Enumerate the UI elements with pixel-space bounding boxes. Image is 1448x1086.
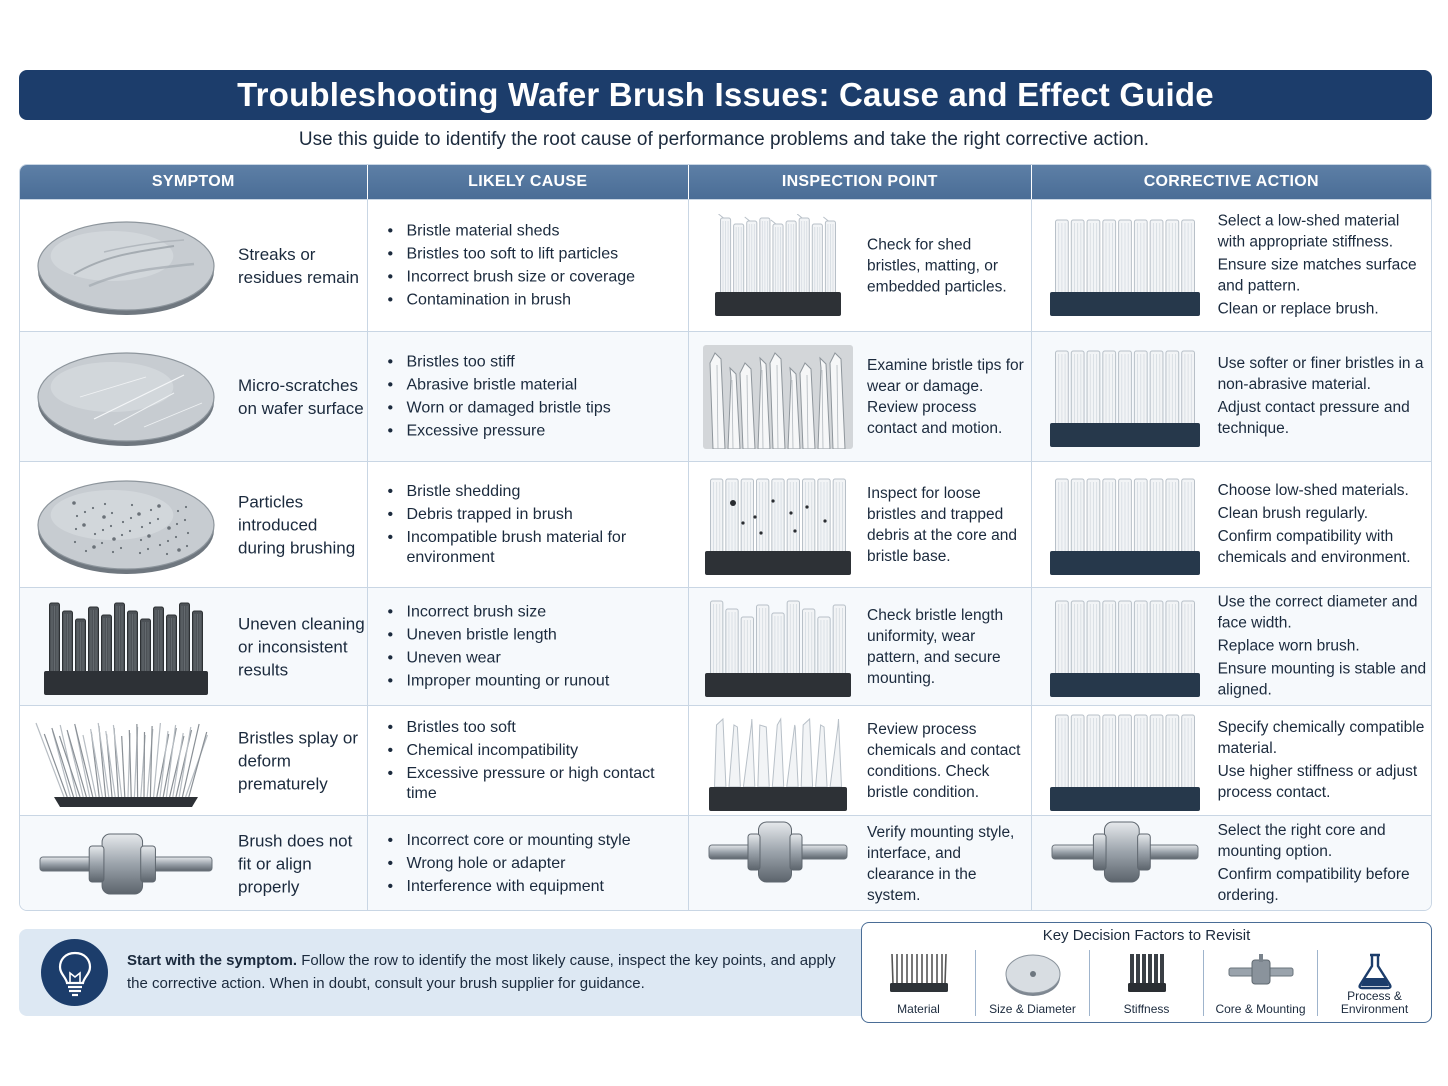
cause-item: • Excessive pressure or high contact time bbox=[388, 764, 678, 804]
action-cell bbox=[1032, 462, 1431, 587]
cause-item: • Wrong hole or adapter bbox=[388, 854, 678, 874]
cause-item: • Worn or damaged bristle tips bbox=[388, 398, 678, 418]
debris-brush-icon bbox=[703, 473, 853, 577]
column-header-inspection: INSPECTION POINT bbox=[689, 165, 1032, 199]
decision-factors-panel bbox=[861, 922, 1432, 1023]
table-header bbox=[20, 165, 1431, 199]
cause-item: • Contamination in brush bbox=[388, 290, 678, 310]
factor-label: Stiffness bbox=[1123, 1002, 1170, 1016]
cause-item: • Uneven bristle length bbox=[388, 625, 678, 645]
action-item: Use the correct diameter and face width. bbox=[1217, 593, 1418, 631]
uneven-brush-icon bbox=[34, 597, 218, 697]
symptom-text: Bristles splay or deform prematurely bbox=[238, 728, 358, 793]
cause-cell bbox=[368, 706, 690, 815]
bristle-material-icon bbox=[888, 952, 950, 994]
action-text bbox=[1218, 210, 1428, 321]
deformed-brush-icon bbox=[703, 709, 853, 813]
cause-item: • Bristles too soft bbox=[388, 718, 678, 738]
action-item: Use softer or finer bristles in a non-abrasive material. bbox=[1217, 354, 1424, 393]
inspection-cell bbox=[689, 588, 1032, 705]
core-mount-icon bbox=[703, 812, 853, 911]
page-subtitle: Use this guide to identify the root cause of performance problems and take the right corrective action. bbox=[298, 129, 1150, 150]
inspection-text: Review process chemicals and contact conditions. Check bristle condition. bbox=[867, 720, 1021, 801]
splayed-brush-icon bbox=[34, 711, 218, 811]
core-icon bbox=[1226, 952, 1296, 994]
clean-brush-icon bbox=[1046, 473, 1204, 577]
inspection-cell bbox=[689, 816, 1032, 911]
symptom-text: Uneven cleaning or inconsistent results bbox=[238, 614, 365, 679]
cause-item: • Bristles too soft to lift particles bbox=[388, 244, 678, 264]
action-cell bbox=[1032, 706, 1431, 815]
page-title: Troubleshooting Wafer Brush Issues: Cause and Effect Guide bbox=[237, 76, 1214, 113]
action-item: Choose low-shed materials. bbox=[1217, 481, 1409, 499]
factor-label: Size & Diameter bbox=[989, 1002, 1076, 1016]
action-item: Clean brush regularly. bbox=[1217, 504, 1369, 522]
tip-lead: Start with the symptom. bbox=[127, 952, 298, 969]
cause-item: • Incorrect brush size bbox=[388, 602, 678, 622]
tip-text bbox=[127, 949, 847, 995]
core-mount-icon bbox=[1046, 812, 1204, 911]
symptom-cell bbox=[20, 816, 368, 911]
lightbulb-icon bbox=[41, 939, 108, 1006]
clean-brush-icon bbox=[1046, 214, 1204, 318]
factor-core bbox=[1204, 950, 1318, 1016]
wafer-streaks-icon bbox=[34, 216, 218, 316]
action-text bbox=[1218, 353, 1428, 441]
cause-item: • Bristle material sheds bbox=[388, 221, 678, 241]
cause-item: • Incompatible brush material for environment bbox=[388, 528, 678, 568]
action-item: Confirm compatibility with chemicals and environment. bbox=[1217, 527, 1411, 566]
clean-brush-icon bbox=[1046, 709, 1204, 813]
action-cell bbox=[1032, 816, 1431, 911]
cause-item: • Interference with equipment bbox=[388, 877, 678, 897]
troubleshooting-table bbox=[19, 164, 1432, 911]
cause-list bbox=[388, 349, 678, 444]
cause-cell bbox=[368, 332, 690, 461]
table-row bbox=[20, 331, 1431, 461]
stiff-bristles-icon bbox=[1125, 952, 1169, 994]
wafer-particles-icon bbox=[34, 475, 218, 575]
cause-item: • Bristles too stiff bbox=[388, 352, 678, 372]
column-header-action: CORRECTIVE ACTION bbox=[1143, 173, 1319, 190]
action-text bbox=[1218, 717, 1428, 805]
cause-list bbox=[388, 218, 678, 313]
cause-item: • Excessive pressure bbox=[388, 421, 678, 441]
tip-callout bbox=[19, 929, 869, 1016]
cause-item: • Incorrect brush size or coverage bbox=[388, 267, 678, 287]
clean-brush-icon bbox=[1046, 595, 1204, 699]
inspection-cell bbox=[689, 462, 1032, 587]
wafer-scratches-icon bbox=[34, 347, 218, 447]
inspection-text: Check bristle length uniformity, wear pattern, and secure mounting. bbox=[867, 606, 1004, 687]
inspection-text: Examine bristle tips for wear or damage. Review process contact and motion. bbox=[867, 356, 1024, 437]
symptom-text: Particles introduced during brushing bbox=[238, 492, 356, 557]
cause-item: • Improper mounting or runout bbox=[388, 671, 678, 691]
table-row bbox=[20, 587, 1431, 705]
symptom-cell bbox=[20, 588, 368, 705]
flask-icon bbox=[1355, 952, 1395, 990]
action-item: Adjust contact pressure and technique. bbox=[1217, 398, 1410, 437]
factor-size bbox=[976, 950, 1090, 1016]
factor-label: Process & Environment bbox=[1340, 989, 1409, 1016]
symptom-cell bbox=[20, 200, 368, 331]
uneven-length-brush-icon bbox=[703, 595, 853, 699]
cause-cell bbox=[368, 462, 690, 587]
action-item: Ensure mounting is stable and aligned. bbox=[1217, 660, 1427, 698]
action-item: Select a low-shed material with appropriate stiffness. bbox=[1217, 212, 1400, 250]
factor-stiffness bbox=[1090, 950, 1204, 1016]
symptom-text: Micro-scratches on wafer surface bbox=[238, 375, 364, 418]
disc-icon bbox=[1003, 952, 1063, 998]
column-header-cause: LIKELY CAUSE bbox=[368, 165, 690, 199]
action-text bbox=[1218, 820, 1428, 908]
column-header-symptom: SYMPTOM bbox=[20, 165, 368, 199]
title-banner bbox=[19, 70, 1432, 120]
shedding-brush-icon bbox=[703, 214, 853, 318]
symptom-cell bbox=[20, 706, 368, 815]
factor-label: Core & Mounting bbox=[1215, 1002, 1306, 1016]
inspection-text: Inspect for loose bristles and trapped debris at the core and bristle base. bbox=[867, 484, 1017, 565]
cause-item: • Chemical incompatibility bbox=[388, 741, 678, 761]
cause-list bbox=[388, 599, 678, 694]
action-item: Select the right core and mounting option. bbox=[1217, 822, 1386, 860]
action-item: Replace worn brush. bbox=[1217, 637, 1360, 654]
action-item: Confirm compatibility before ordering. bbox=[1217, 866, 1410, 904]
cause-list bbox=[388, 828, 678, 900]
cause-item: • Abrasive bristle material bbox=[388, 375, 678, 395]
factors-title: Key Decision Factors to Revisit bbox=[1042, 927, 1251, 944]
action-text bbox=[1218, 591, 1428, 702]
factor-process bbox=[1318, 950, 1431, 1016]
inspection-cell bbox=[689, 200, 1032, 331]
core-mount-icon bbox=[34, 814, 218, 911]
cause-list bbox=[388, 715, 678, 807]
table-row bbox=[20, 705, 1431, 815]
action-item: Ensure size matches surface and pattern. bbox=[1217, 256, 1417, 294]
table-row bbox=[20, 199, 1431, 331]
symptom-text: Brush does not fit or align properly bbox=[238, 831, 353, 897]
inspection-text: Check for shed bristles, matting, or embedded particles. bbox=[867, 236, 1007, 295]
cause-cell bbox=[368, 816, 690, 911]
action-item: Use higher stiffness or adjust process contact. bbox=[1217, 762, 1418, 801]
factor-label: Material bbox=[897, 1002, 940, 1016]
factor-material bbox=[862, 950, 976, 1016]
symptom-cell bbox=[20, 462, 368, 587]
action-cell bbox=[1032, 200, 1431, 331]
table-row bbox=[20, 461, 1431, 587]
damaged-tips-icon bbox=[703, 345, 853, 449]
cause-item: • Debris trapped in brush bbox=[388, 505, 678, 525]
action-cell bbox=[1032, 332, 1431, 461]
clean-brush-icon bbox=[1046, 345, 1204, 449]
action-text bbox=[1218, 480, 1428, 570]
table-row bbox=[20, 815, 1431, 911]
cause-cell bbox=[368, 200, 690, 331]
inspection-cell bbox=[689, 332, 1032, 461]
cause-list bbox=[388, 479, 678, 571]
tip-body: Follow the row to identify the most likely cause, inspect the key points, and apply the corrective action. When in doubt, consult your brush supplier for guidance. bbox=[127, 952, 836, 992]
inspection-cell bbox=[689, 706, 1032, 815]
action-item: Clean or replace brush. bbox=[1217, 300, 1379, 317]
cause-cell bbox=[368, 588, 690, 705]
cause-item: • Bristle shedding bbox=[388, 482, 678, 502]
cause-item: • Uneven wear bbox=[388, 648, 678, 668]
action-cell bbox=[1032, 588, 1431, 705]
action-item: Specify chemically compatible material. bbox=[1217, 718, 1425, 757]
symptom-text: Streaks or residues remain bbox=[238, 244, 359, 287]
cause-item: • Incorrect core or mounting style bbox=[388, 831, 678, 851]
symptom-cell bbox=[20, 332, 368, 461]
inspection-text: Verify mounting style, interface, and clearance in the system. bbox=[867, 824, 1015, 904]
